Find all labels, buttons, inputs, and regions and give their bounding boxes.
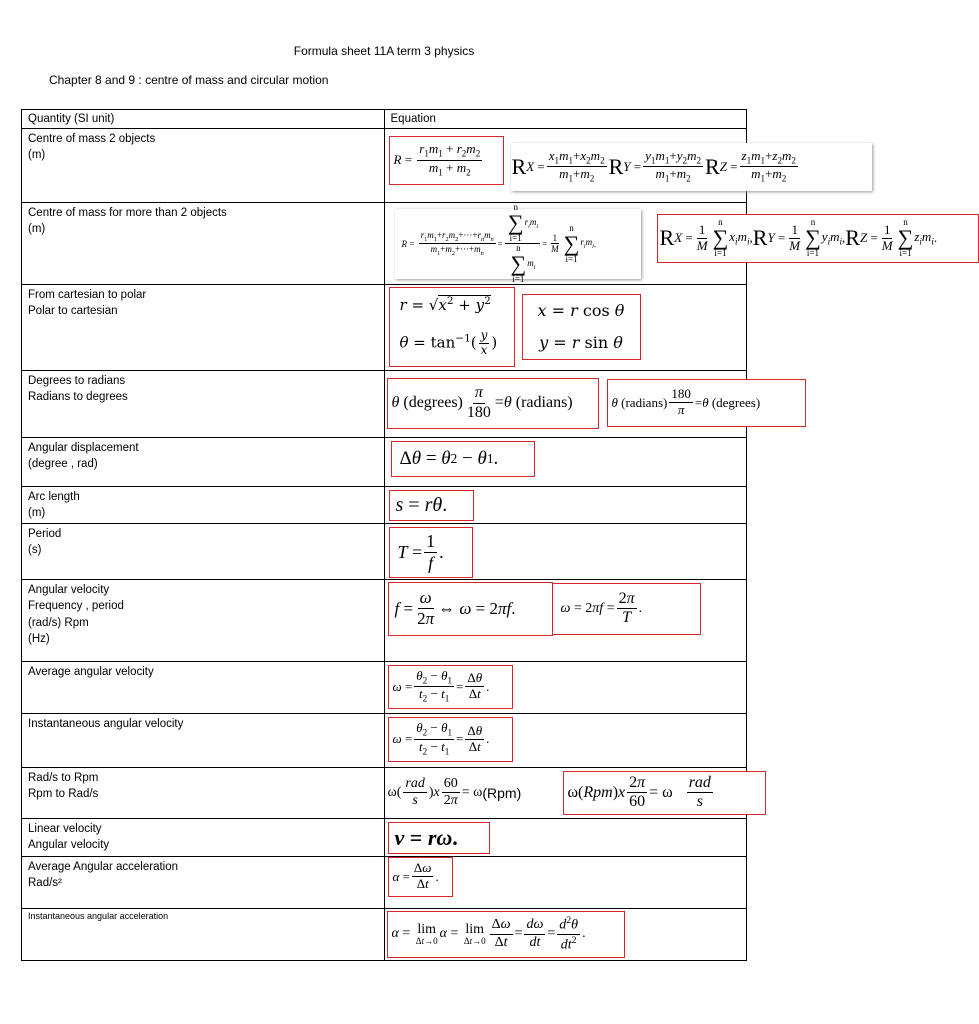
equation-cell	[384, 128, 796, 202]
row-label: Angular velocity Frequency , period (rad/s) Rpm (Hz)	[22, 579, 385, 661]
equation-cell	[384, 284, 747, 370]
rpm-word: (Rpm)	[482, 784, 522, 801]
equation-cell	[384, 818, 747, 856]
formula-box: s = rθ .	[389, 490, 474, 521]
row-label: Average angular velocity	[22, 661, 385, 713]
row-label: Instantaneous angular velocity	[22, 713, 385, 767]
chapter-heading: Chapter 8 and 9 : centre of mass and circular motion	[49, 73, 329, 87]
formula-table	[21, 109, 938, 961]
row-label: Linear velocity Angular velocity	[22, 818, 385, 856]
row-label: Period (s)	[22, 523, 385, 579]
formula-box: θ (radians) $\frac{180}{\pi}$ = θ (degrees)	[607, 379, 806, 427]
equation-cell	[384, 523, 747, 579]
formula-box: R = $\frac{r_1m_1 + r_2m_2}{m_1 + m_2}$	[389, 136, 504, 185]
formula-box: ω = $\frac{\theta_2 - \theta_1}{t_2 - t_1}$ = $\frac{\Delta\theta}{\Delta t}$ .	[388, 717, 513, 762]
equation-cell	[384, 713, 747, 767]
equation-cell	[384, 486, 747, 523]
formula-box: R X = $\frac{x_1m_1+x_2m_2}{m_1+m_2}$ R Y = $\frac{y_1m_1+y_2m_2}{m_1+m_2}$ R Z = $\frac{z_1m_1+z_2m_2}{m_1+m_2}$	[511, 143, 872, 191]
equation-cell	[384, 908, 747, 960]
formula-box: Δ θ = θ 2 − θ 1 .	[391, 441, 535, 477]
radians-word: (radians)	[621, 394, 668, 410]
radians-word: (radians)	[515, 394, 573, 411]
formula-box: R X = $\frac{1}{M}$ n ∑ i=1 $x_im_i$ , R Y = $\frac{1}{M}$ n ∑ i=1 $y_im_i$ , R Z = $\frac{1}{M}$ n ∑ i=1 $z_im_i$ .	[657, 214, 979, 263]
row-label: From cartesian to polar Polar to cartesian	[22, 284, 385, 370]
equation-cell	[384, 370, 761, 437]
formula-box: f = $\frac{\omega}{2\pi}$ ⇔ ω = 2 πf .	[388, 582, 553, 636]
formula-box: α = $\frac{\Delta\omega}{\Delta t}$ .	[388, 857, 453, 897]
formula-box: $r = √x^2 + y^2$ $\theta = \tan^{-1}$( $\frac{y}{x}$ )	[389, 287, 515, 367]
row-label: Rad/s to Rpm Rpm to Rad/s	[22, 767, 385, 818]
page-title: Formula sheet 11A term 3 physics	[293, 44, 475, 58]
row-label: Angular displacement (degree , rad)	[22, 437, 385, 486]
degrees-word: (degrees)	[711, 394, 761, 410]
degrees-word: (degrees)	[403, 394, 463, 411]
formula-box: ω = 2 πf = $\frac{2\pi}{T}$ .	[552, 583, 701, 635]
row-label: Arc length (m)	[22, 486, 385, 523]
row-label: Degrees to radians Radians to degrees	[22, 370, 385, 437]
row-label: Centre of mass for more than 2 objects (m)	[22, 202, 385, 284]
formula-box: ω( $\frac{\text{rad}}{s}$ ) x $\frac{60}{2\pi}$ = ω (Rpm)	[387, 771, 565, 815]
equation-cell	[384, 856, 747, 908]
formula-box: R = $\frac{r_1m_1+r_2m_2+\cdot\cdot\cdot+r_nm_n}{m_1+m_2+\cdot\cdot\cdot+m_n}$ = n ∑ i=1 $r_im_i$ n ∑ i=1 $m_i$ = $\frac{1}{M}$ n ∑ i=1 $r_im_i$ .	[395, 209, 641, 279]
header-equation: Equation	[384, 110, 747, 129]
formula-box: ω( Rpm ) x $\frac{2\pi}{60}$ = ω $\frac{\text{rad}}{s}$	[563, 771, 766, 815]
formula-box: T = $\frac{1}{f}$ .	[389, 527, 473, 578]
row-label: Average Angular acceleration Rad/s²	[22, 856, 385, 908]
equation-cell	[384, 661, 747, 713]
header-quantity: Quantity (SI unit)	[22, 110, 385, 129]
equation-cell	[384, 437, 747, 486]
formula-box: α = lim Δt→0 α = lim Δt→0 $\frac{\Delta\omega}{\Delta t}$ = $\frac{d\omega}{dt}$ = $\frac{d^2\theta}{dt^2}$ .	[387, 911, 625, 958]
formula-box: θ (degrees) $\frac{\pi}{180}$ = θ (radians)	[387, 378, 599, 429]
equation-cell	[384, 202, 938, 284]
equation-cell	[384, 579, 747, 661]
equation-cell	[384, 767, 747, 818]
formula-box: x = r cos θ y = r sin θ	[522, 294, 641, 360]
formula-box: ω = $\frac{\theta_2 - \theta_1}{t_2 - t_1}$ = $\frac{\Delta\theta}{\Delta t}$ .	[388, 665, 513, 709]
row-label: Centre of mass 2 objects (m)	[22, 128, 385, 202]
formula-box: v = rω .	[388, 822, 490, 854]
row-label: Instantaneous angular acceleration	[22, 908, 385, 960]
